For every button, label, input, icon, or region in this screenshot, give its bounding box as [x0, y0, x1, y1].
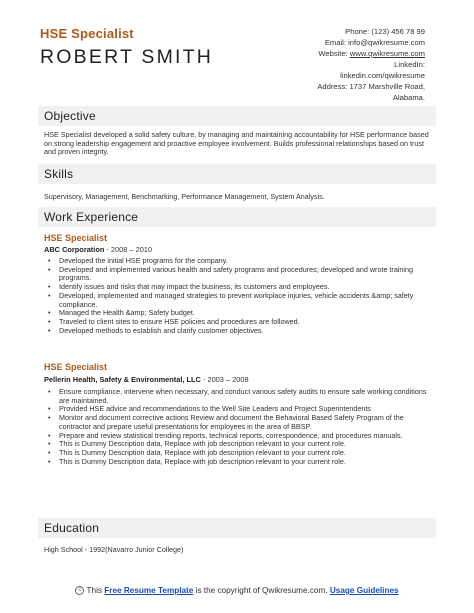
list-item: • This is Dummy Description data, Replace with job description relevant to your current role. [44, 440, 434, 449]
list-item: • This is Dummy Description data, Replace with job description relevant to your current role. [44, 458, 434, 467]
address-line1: 1737 Marshville Road, [349, 82, 425, 91]
experience-heading: Work Experience [44, 210, 139, 224]
list-item: • Prepare and review statistical trending reports, technical reports, correspondence, and procedures manuals. [44, 432, 434, 441]
list-item: • Identify issues and risks that may impact the business, its customers and employees. [44, 283, 434, 292]
website-link[interactable]: www.qwikresume.com [349, 49, 425, 58]
contact-website [245, 48, 425, 59]
job2-company: Pellerin Health, Safety & Environmental, LLC [44, 375, 201, 384]
objective-text: HSE Specialist developed a solid safety culture, by managing and maintaining accountability for HSE performance based on strong leadership engagement and proactive employee involvement. Builds professional relationships based on trust and proven integrity. [44, 130, 429, 157]
free-resume-template-link[interactable]: Free Resume Template [104, 586, 194, 595]
list-item: • Developed, implemented and managed strategies to prevent workplace injuries, vehicle accidents &amp; safety compliance. [44, 292, 434, 309]
list-item: • Developed methods to establish and clarify customer objectives. [44, 327, 434, 336]
list-item: • Traveled to client sites to ensure HSE policies and procedures are followed. [44, 318, 434, 327]
contact-block [245, 26, 425, 103]
education-heading: Education [44, 521, 100, 535]
list-item: • Ensure compliance, intervene when necessary, and conduct various safety audits to ensure safe working conditions are maintained. [44, 388, 434, 405]
list-item: • This is Dummy Description data, Replace with job description relevant to your current role. [44, 449, 434, 458]
contact-address [245, 81, 425, 92]
objective-heading: Objective [44, 109, 96, 123]
phone-label: Phone: [345, 27, 370, 36]
job2-company-line [44, 375, 249, 384]
objective-bar [38, 106, 436, 126]
footer [0, 586, 474, 596]
contact-email [245, 37, 425, 48]
footer-mid: is the copyright of Qwikresume.com. [193, 586, 330, 595]
list-item: • Monitor and document corrective actions Review and document the Behavioral Based Safety Program of the contractor and prepare useful presentations for employees in the area of BBSP. [44, 414, 434, 431]
job1-bullets [44, 257, 434, 335]
job1-dates: - 2008 – 2010 [104, 245, 153, 254]
list-item: • Developed and implemented various health and safety programs and procedures; developed and wrote training programs. [44, 266, 434, 283]
list-item: • Provided HSE advice and recommendations to the Well Site Leaders and Project Superintendents [44, 405, 434, 414]
job1-title: HSE Specialist [44, 233, 108, 243]
skills-text: Supervisory, Management, Benchmarking, Performance Management, System Analysis. [44, 192, 325, 201]
job2-title: HSE Specialist [44, 362, 108, 372]
header-name: ROBERT SMITH [40, 46, 214, 68]
usage-guidelines-link[interactable]: Usage Guidelines [329, 586, 399, 595]
job1-company-line [44, 245, 152, 254]
email-label: Email: [324, 38, 346, 47]
copyright-icon: c [75, 586, 84, 595]
contact-linkedin-label: LinkedIn: [394, 60, 425, 69]
skills-heading: Skills [44, 167, 74, 181]
email-value[interactable]: info@qwikresume.com [348, 38, 425, 47]
contact-linkedin[interactable]: linkedin.com/qwikresume [340, 71, 425, 80]
address-label: Address: [317, 82, 348, 91]
website-label: Website: [318, 49, 348, 58]
footer-pre: This [86, 586, 105, 595]
contact-address-line2: Alabama. [392, 93, 425, 102]
list-item: • Developed the initial HSE programs for the company. [44, 257, 434, 266]
skills-bar [38, 164, 436, 184]
contact-phone [245, 26, 425, 37]
education-text: High School - 1992(Navarro Junior College) [44, 545, 184, 554]
job2-dates: - 2003 – 2008 [200, 375, 249, 384]
phone-value: (123) 456 78 99 [371, 27, 425, 36]
job2-bullets [44, 388, 434, 466]
job1-company: ABC Corporation [44, 245, 105, 254]
header-job-title: HSE Specialist [40, 26, 134, 41]
list-item: • Managed the Health &amp; Safety budget. [44, 309, 434, 318]
